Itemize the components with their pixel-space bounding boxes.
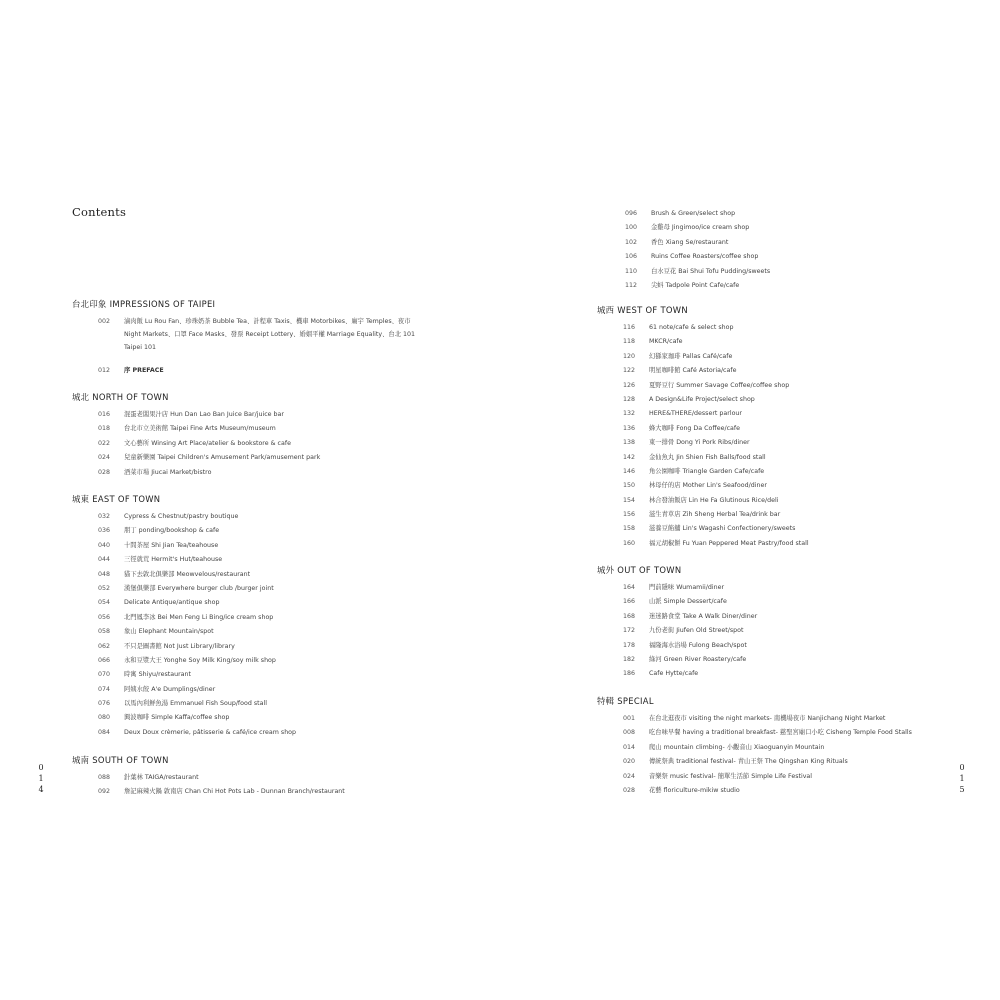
page-number: 186 xyxy=(623,670,636,678)
toc-entry xyxy=(623,479,809,493)
section-east xyxy=(72,492,296,740)
toc-entry xyxy=(98,668,296,682)
entry-text: 以馬內利鮮魚湯 Emmanuel Fish Soup/food stall xyxy=(124,700,267,708)
toc-entry xyxy=(623,350,809,364)
toc-entry xyxy=(98,683,296,697)
toc-entry xyxy=(98,771,345,785)
toc-entry xyxy=(98,611,296,625)
page-number: 146 xyxy=(623,467,636,475)
page-number: 172 xyxy=(623,627,636,635)
entry-text: 滷肉飯 Lu Rou Fan、珍珠奶茶 Bubble Tea、計程車 Taxis、機車 Motorbikes、廟宇 Temples、夜市 Night Markets、口罩 Face Masks、發票 Receipt Lottery、婚姻平權 Marriage Equality、台北 101 Taipei 101 xyxy=(124,318,416,351)
toc-entry xyxy=(623,393,809,407)
entry-text: HERE&THERE/dessert parlour xyxy=(649,410,743,418)
entry-text: 永和豆漿大王 Yonghe Soy Milk King/soy milk shop xyxy=(124,656,276,664)
section-special xyxy=(597,694,912,798)
page-number: 122 xyxy=(623,367,636,375)
toc-entry xyxy=(98,466,320,480)
section-title: 城南 SOUTH OF TOWN xyxy=(72,755,169,765)
entry-text: 幻猻家珈琲 Pallas Café/cafe xyxy=(649,352,733,360)
page-number: 106 xyxy=(625,253,638,261)
page-number: 168 xyxy=(623,612,636,620)
page-folio-left: 0 1 4 xyxy=(38,763,44,794)
contents-title: Contents xyxy=(72,205,127,219)
section-south xyxy=(72,753,345,800)
page-number: 120 xyxy=(623,352,636,360)
entry-text: A Design&Life Project/select shop xyxy=(649,395,755,403)
page-number: 142 xyxy=(623,453,636,461)
page-number: 166 xyxy=(623,598,636,606)
entry-text: 興波咖啡 Simple Kaffa/coffee shop xyxy=(124,714,230,722)
toc-entry xyxy=(623,741,912,755)
entry-text: 迷迷路食堂 Take A Walk Diner/diner xyxy=(649,612,758,620)
entry-text: 花藝 floriculture-mikiw studio xyxy=(649,786,740,794)
toc-entry xyxy=(623,494,809,508)
entry-text: 夏野豆行 Summer Savage Coffee/coffee shop xyxy=(649,381,790,389)
entry-text: 傳統祭典 traditional festival- 青山王祭 The Qingshan King Rituals xyxy=(649,758,848,766)
page-number: 001 xyxy=(623,715,636,722)
section-title: 城東 EAST OF TOWN xyxy=(72,494,161,504)
entry-text: 福隆海水浴場 Fulong Beach/spot xyxy=(649,641,747,649)
entry-text: Cafe Hytte/cafe xyxy=(649,670,699,678)
toc-entry xyxy=(623,784,912,798)
page-number: 070 xyxy=(98,671,111,679)
page-number: 112 xyxy=(625,281,638,289)
entry-text: 山派 Simple Dessert/cafe xyxy=(649,598,727,606)
page-number: 100 xyxy=(625,224,638,232)
entry-text: 尖蚪 Tadpole Point Cafe/cafe xyxy=(651,281,740,289)
page-number: 054 xyxy=(98,599,111,607)
entry-text: Delicate Antique/antique shop xyxy=(124,599,220,607)
entry-text: 象山 Elephant Mountain/spot xyxy=(124,628,214,636)
toc-entry xyxy=(623,379,809,393)
page-number: 092 xyxy=(98,788,111,796)
toc-entry xyxy=(623,610,757,624)
page-number: 096 xyxy=(625,210,638,217)
toc-entry xyxy=(623,581,757,595)
toc-entry xyxy=(623,770,912,784)
entry-text: 時寓 Shiyu/restaurant xyxy=(124,671,192,679)
entry-text: 台北市立美術館 Taipei Fine Arts Museum/museum xyxy=(124,425,276,433)
toc-entry xyxy=(98,364,424,378)
entry-text: 滋生青草店 Zih Sheng Herbal Tea/drink bar xyxy=(649,511,781,519)
entry-text: 金雞母 Jingimoo/ice cream shop xyxy=(651,224,750,232)
entry-text: 詹記麻辣火鍋 敦南店 Chan Chi Hot Pots Lab - Dunnan Branch/restaurant xyxy=(124,788,345,796)
page-number: 132 xyxy=(623,410,636,418)
page-number: 062 xyxy=(98,642,111,650)
entry-text: 香色 Xiang Se/restaurant xyxy=(651,238,729,246)
toc-entry xyxy=(623,508,809,522)
entry-text: 蜂大咖啡 Fong Da Coffee/cafe xyxy=(649,424,741,432)
page-number: 136 xyxy=(623,424,636,432)
toc-entry xyxy=(623,465,809,479)
page-number: 022 xyxy=(98,439,111,447)
toc-entry xyxy=(98,625,296,639)
section-title: 城北 NORTH OF TOWN xyxy=(72,392,169,402)
toc-entry xyxy=(98,654,296,668)
toc-entry xyxy=(623,335,809,349)
page-number: 020 xyxy=(623,758,636,766)
entry-text: 明星咖啡館 Café Astoria/cafe xyxy=(649,367,737,375)
page-number: 052 xyxy=(98,584,111,592)
page-number: 088 xyxy=(98,774,111,781)
entry-text: 九份老街 Jiufen Old Street/spot xyxy=(649,627,744,635)
entry-text: 三徑就荒 Hermit's Hut/teahouse xyxy=(124,556,223,564)
toc-entry xyxy=(623,364,809,378)
toc-entry xyxy=(623,436,809,450)
page-number: 116 xyxy=(623,324,636,331)
page-number: 158 xyxy=(623,525,636,533)
page-number: 056 xyxy=(98,613,111,621)
page-number: 110 xyxy=(625,267,638,275)
page-number: 164 xyxy=(623,584,636,591)
section-west xyxy=(597,303,809,551)
entry-text: MKCR/cafe xyxy=(649,338,683,346)
entry-text: 林母仔的店 Mother Lin's Seafood/diner xyxy=(649,482,767,490)
page-number: 018 xyxy=(98,425,111,433)
page-number: 024 xyxy=(98,454,111,462)
toc-entry xyxy=(623,755,912,769)
entry-text: 酒菜市場 Jiucai Market/bistro xyxy=(124,468,212,476)
entry-text: 吃台味早餐 having a traditional breakfast- 慈聖宮廟口小吃 Cisheng Temple Food Stalls xyxy=(649,729,912,737)
page-number: 002 xyxy=(98,318,111,325)
toc-entry xyxy=(625,250,770,264)
page-number: 080 xyxy=(98,714,111,722)
page-folio-right: 0 1 5 xyxy=(959,763,965,794)
toc-entry xyxy=(623,451,809,465)
entry-text: 漢堡俱樂部 Everywhere burger club /burger joint xyxy=(124,584,274,592)
entry-text: 滋養豆餡舖 Lin's Wagashi Confectionery/sweets xyxy=(649,525,796,533)
page-number: 154 xyxy=(623,496,636,504)
page-number: 074 xyxy=(98,685,111,693)
toc-entry xyxy=(98,596,296,610)
entry-text: 十間茶屋 Shi Jian Tea/teahouse xyxy=(124,541,219,549)
toc-entry xyxy=(98,510,296,524)
entry-text: Cypress & Chestnut/pastry boutique xyxy=(124,513,239,520)
entry-text: 北門鳳李冰 Bei Men Feng Li Bing/ice cream shop xyxy=(124,613,274,621)
entry-text: 針葉林 TAIGA/restaurant xyxy=(124,774,199,781)
toc-entry xyxy=(98,697,296,711)
toc-entry xyxy=(625,221,770,235)
toc-entry xyxy=(98,408,320,422)
page-number: 040 xyxy=(98,541,111,549)
toc-entry xyxy=(98,315,424,354)
entry-text: 混蛋老闆果汁店 Hun Dan Lao Ban Juice Bar/juice bar xyxy=(124,411,284,418)
toc-entry xyxy=(623,407,809,421)
entry-text: 林合發油飯店 Lin He Fa Glutinous Rice/deli xyxy=(649,496,779,504)
toc-entry xyxy=(98,568,296,582)
entry-text: Brush & Green/select shop xyxy=(651,210,736,217)
entry-text: 序 PREFACE xyxy=(124,367,164,374)
toc-entry xyxy=(625,236,770,250)
entry-text: 角公園咖啡 Triangle Garden Cafe/cafe xyxy=(649,467,765,475)
page-number: 084 xyxy=(98,728,111,736)
page-number: 036 xyxy=(98,527,111,535)
page-number: 126 xyxy=(623,381,636,389)
section-title: 台北印象 IMPRESSIONS OF TAIPEI xyxy=(72,299,216,309)
page-number: 102 xyxy=(625,238,638,246)
toc-entry xyxy=(623,726,912,740)
section-title: 城西 WEST OF TOWN xyxy=(597,305,688,315)
toc-entry xyxy=(625,207,770,221)
toc-entry xyxy=(98,553,296,567)
toc-entry xyxy=(623,712,912,726)
entry-text: 不只是圖書館 Not Just Library/library xyxy=(124,642,235,650)
page-number: 024 xyxy=(623,772,636,780)
entry-text: 在台北逛夜市 visiting the night markets- 南機場夜市 Nanjichang Night Market xyxy=(649,715,886,722)
section-north xyxy=(72,390,320,480)
toc-entry xyxy=(98,539,296,553)
entry-text: 阿姨水餃 A'e Dumplings/diner xyxy=(124,685,216,693)
toc-entry xyxy=(623,624,757,638)
entry-text: 東一排骨 Dong Yi Pork Ribs/diner xyxy=(649,439,750,447)
page-number: 178 xyxy=(623,641,636,649)
toc-entry xyxy=(98,422,320,436)
page-number: 012 xyxy=(98,367,111,374)
entry-text: Ruins Coffee Roasters/coffee shop xyxy=(651,253,759,261)
section-out-of-town xyxy=(597,563,757,682)
section-title: 特輯 SPECIAL xyxy=(597,696,654,706)
entry-text: 綠河 Green River Roastery/cafe xyxy=(649,655,747,663)
toc-entry xyxy=(625,279,770,293)
entry-text: 金仙魚丸 Jin Shien Fish Balls/food stall xyxy=(649,453,766,461)
toc-entry xyxy=(98,726,296,740)
toc-entry xyxy=(98,524,296,538)
toc-entry xyxy=(623,522,809,536)
page-number: 048 xyxy=(98,570,111,578)
entry-text: 貓下去敦北俱樂部 Meowvelous/restaurant xyxy=(124,570,251,578)
page-number: 066 xyxy=(98,656,111,664)
toc-entry xyxy=(623,653,757,667)
page-number: 008 xyxy=(623,729,636,737)
entry-text: 61 note/cafe & select shop xyxy=(649,324,734,331)
page-number: 160 xyxy=(623,539,636,547)
entry-text: 門前隱味 Wumamii/diner xyxy=(649,584,725,591)
page-number: 076 xyxy=(98,700,111,708)
entry-text: Deux Doux crèmerie, pâtisserie & café/ice cream shop xyxy=(124,728,297,736)
page-number: 150 xyxy=(623,482,636,490)
toc-entry xyxy=(625,265,770,279)
toc-entry xyxy=(98,640,296,654)
right-page xyxy=(500,0,1000,1000)
page-number: 028 xyxy=(623,786,636,794)
toc-entry xyxy=(623,639,757,653)
entry-text: 白水豆花 Bai Shui Tofu Pudding/sweets xyxy=(651,267,771,275)
entry-text: 福元胡椒餅 Fu Yuan Peppered Meat Pastry/food stall xyxy=(649,539,809,547)
toc-entry xyxy=(98,711,296,725)
page-number: 044 xyxy=(98,556,111,564)
page-number: 182 xyxy=(623,655,636,663)
page-number: 016 xyxy=(98,411,111,418)
toc-entry xyxy=(98,451,320,465)
section-impressions xyxy=(72,297,424,378)
toc-entry xyxy=(623,422,809,436)
entry-text: 爬山 mountain climbing- 小觀音山 Xiaoguanyin Mountain xyxy=(649,743,825,751)
toc-entry xyxy=(623,537,809,551)
entry-text: 文心藝所 Winsing Art Place/atelier & bookstore & cafe xyxy=(124,439,291,447)
page-number: 156 xyxy=(623,511,636,519)
page-number: 028 xyxy=(98,468,111,476)
entry-text: 音樂祭 music festival- 簡單生活節 Simple Life Festival xyxy=(649,772,813,780)
page-number: 128 xyxy=(623,395,636,403)
page-number: 014 xyxy=(623,743,636,751)
toc-entry xyxy=(98,785,345,799)
toc-entry xyxy=(98,437,320,451)
toc-entry xyxy=(98,582,296,596)
page-number: 118 xyxy=(623,338,636,346)
page-number: 058 xyxy=(98,628,111,636)
toc-entry xyxy=(623,667,757,681)
toc-entry xyxy=(623,595,757,609)
section-south-continued xyxy=(599,207,770,293)
page-number: 138 xyxy=(623,439,636,447)
section-title: 城外 OUT OF TOWN xyxy=(597,565,682,575)
entry-text: 朋丁 ponding/bookshop & cafe xyxy=(124,527,220,535)
toc-entry xyxy=(623,321,809,335)
page-number: 032 xyxy=(98,513,111,520)
entry-text: 兒童新樂園 Taipei Children's Amusement Park/amusement park xyxy=(124,454,321,462)
